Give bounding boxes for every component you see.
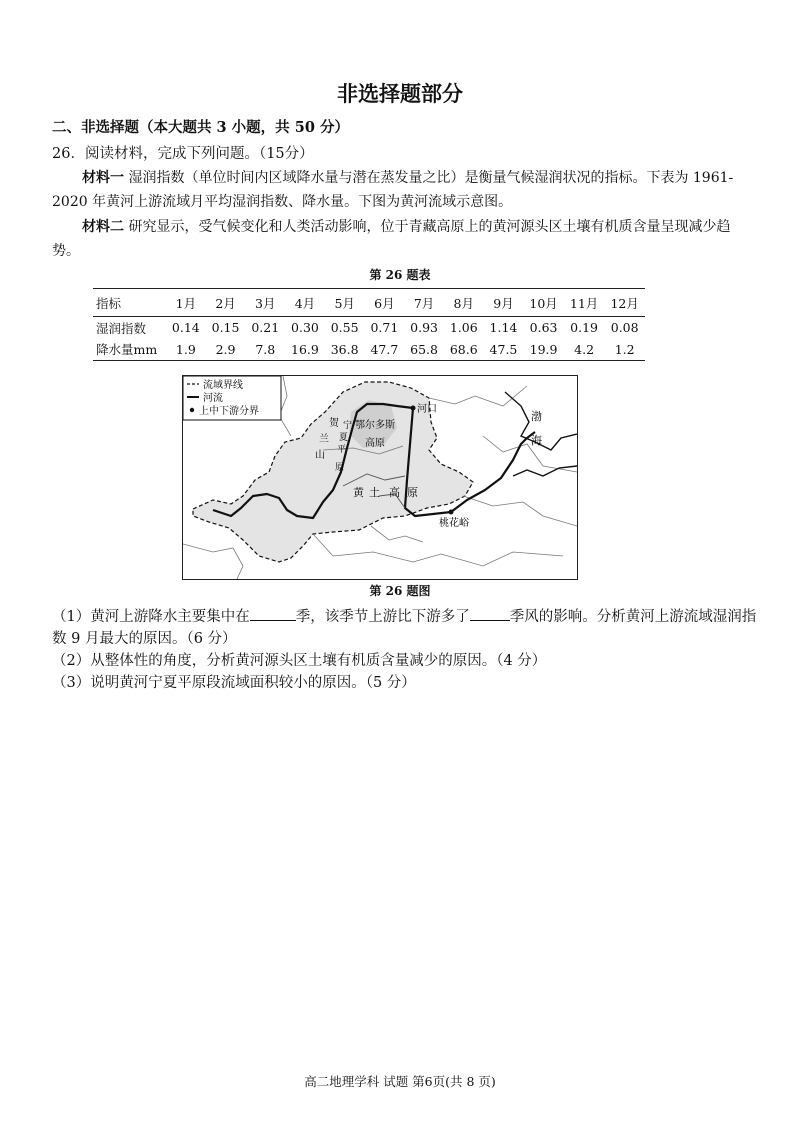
month-header: 9月 [484, 289, 524, 317]
row-label: 降水量mm [93, 339, 166, 361]
legend-division-label: 上中下游分界 [199, 406, 259, 417]
month-header: 5月 [325, 289, 365, 317]
table-cell: 0.63 [529, 320, 558, 336]
row-label: 湿润指数 [96, 320, 147, 336]
table-cell: 0.30 [291, 320, 319, 336]
table-cell: 0.08 [610, 320, 639, 336]
table-row [93, 339, 645, 361]
map-svg [183, 376, 577, 579]
loess-label: 黄 [353, 486, 364, 499]
material-two-text: 研究显示，受气候变化和人类活动影响，位于青藏高原上的黄河源头区土壤有机质含量呈现减少趋势。 [52, 219, 731, 259]
table-cell: 65.8 [404, 339, 444, 361]
table-cell: 16.9 [285, 339, 325, 361]
table-cell: 1.9 [166, 339, 206, 361]
table-header-row [93, 289, 645, 317]
month-header: 8月 [444, 289, 484, 317]
sub-question-1-part2: 季，该季节上游比下游多了 [295, 609, 470, 625]
province-border [429, 386, 527, 406]
month-header: 11月 [564, 289, 605, 317]
table-cell: 36.8 [325, 339, 365, 361]
province-border [313, 534, 563, 566]
taohuayu-label: 桃花峪 [439, 518, 469, 529]
province-border [183, 544, 243, 579]
table-cell: 0.15 [211, 320, 240, 336]
material-two [52, 215, 752, 263]
taohuayu-point [449, 510, 454, 515]
material-two-label: 材料二 [82, 219, 124, 235]
month-header: 6月 [365, 289, 405, 317]
loess-label: 原 [407, 486, 418, 499]
ningxia-label: 夏 [339, 433, 349, 443]
coastline [513, 466, 577, 476]
page-footer: 高二地理学科 试题 第6页(共 8 页) [304, 1074, 496, 1089]
table-cell: 2.9 [206, 339, 246, 361]
month-header: 1月 [166, 289, 206, 317]
table-cell: 1.2 [604, 339, 645, 361]
table-cell: 4.2 [564, 339, 605, 361]
table-header-label: 指标 [93, 289, 166, 317]
table-cell: 68.6 [444, 339, 484, 361]
table-cell: 47.7 [365, 339, 405, 361]
answer-blank-1[interactable] [250, 606, 296, 621]
month-header: 7月 [404, 289, 444, 317]
ningxia-label: 原 [335, 463, 345, 473]
month-header: 12月 [604, 289, 645, 317]
loess-label: 土 [369, 486, 380, 499]
sub-question-1 [52, 606, 762, 650]
province-border [463, 496, 577, 526]
ordos-label: 鄂尔多斯 [355, 420, 395, 431]
question-stem: 26．阅读材料，完成下列问题。（15分） [52, 146, 314, 162]
month-header: 2月 [206, 289, 246, 317]
hekou-point [411, 406, 416, 411]
month-header: 4月 [285, 289, 325, 317]
page-title: 非选择题部分 [337, 82, 463, 106]
table-cell: 1.06 [449, 320, 478, 336]
table-cell: 0.93 [410, 320, 438, 336]
data-table [93, 288, 645, 361]
table-cell: 0.14 [171, 320, 200, 336]
loess-label: 高 [389, 486, 400, 499]
province-border [371, 526, 423, 542]
legend-boundary-label: 流域界线 [203, 380, 243, 391]
province-border [483, 436, 577, 472]
sub-question-2: （2）从整体性的角度，分析黄河源头区土壤有机质含量减少的原因。（4 分） [52, 653, 547, 669]
month-header: 10月 [523, 289, 564, 317]
legend-river-label: 河流 [203, 393, 223, 404]
bohai-label: 渤 [531, 410, 542, 423]
table-cell: 47.5 [484, 339, 524, 361]
table-caption: 第 26 题表 [369, 268, 431, 282]
sub-question-3: （3）说明黄河宁夏平原段流域面积较小的原因。（5 分） [52, 675, 416, 691]
answer-blank-2[interactable] [470, 606, 510, 621]
ningxia-label: 平 [337, 445, 347, 455]
month-header: 3月 [245, 289, 285, 317]
ordos-label: 高原 [365, 438, 385, 449]
ningxia-label: 宁 [343, 421, 353, 431]
table-cell: 19.9 [523, 339, 564, 361]
table-cell: 0.71 [370, 320, 399, 336]
helan-label: 贺 [329, 418, 339, 429]
bohai-label: 海 [531, 434, 542, 447]
yellow-river-map [182, 375, 578, 580]
table-cell: 0.19 [570, 320, 599, 336]
table-cell: 0.55 [330, 320, 359, 336]
hekou-label: 河口 [417, 404, 437, 415]
map-caption: 第 26 题图 [369, 584, 431, 598]
legend-division-dot [190, 408, 194, 412]
table-cell: 1.14 [489, 320, 518, 336]
material-one-label: 材料一 [82, 170, 124, 186]
table-cell: 7.8 [245, 339, 285, 361]
table-row [93, 317, 645, 339]
helan-label: 兰 [319, 434, 329, 445]
sub-question-1-part3: 季风的影响。分析黄河上游流域湿润指数 9 月最大的原因。（6 分） [52, 609, 757, 647]
table-cell: 0.21 [251, 320, 280, 336]
material-one-text: 湿润指数（单位时间内区域降水量与潜在蒸发量之比）是衡量气候湿润状况的指标。下表为 1961-2020 年黄河上游流域月平均湿润指数、降水量。下图为黄河流域示意图。 [52, 170, 734, 210]
helan-label: 山 [315, 450, 325, 461]
material-one [52, 166, 752, 214]
section-heading: 二、非选择题（本大题共 3 小题，共 50 分） [52, 119, 349, 136]
sub-question-1-part1: （1）黄河上游降水主要集中在 [52, 609, 250, 625]
